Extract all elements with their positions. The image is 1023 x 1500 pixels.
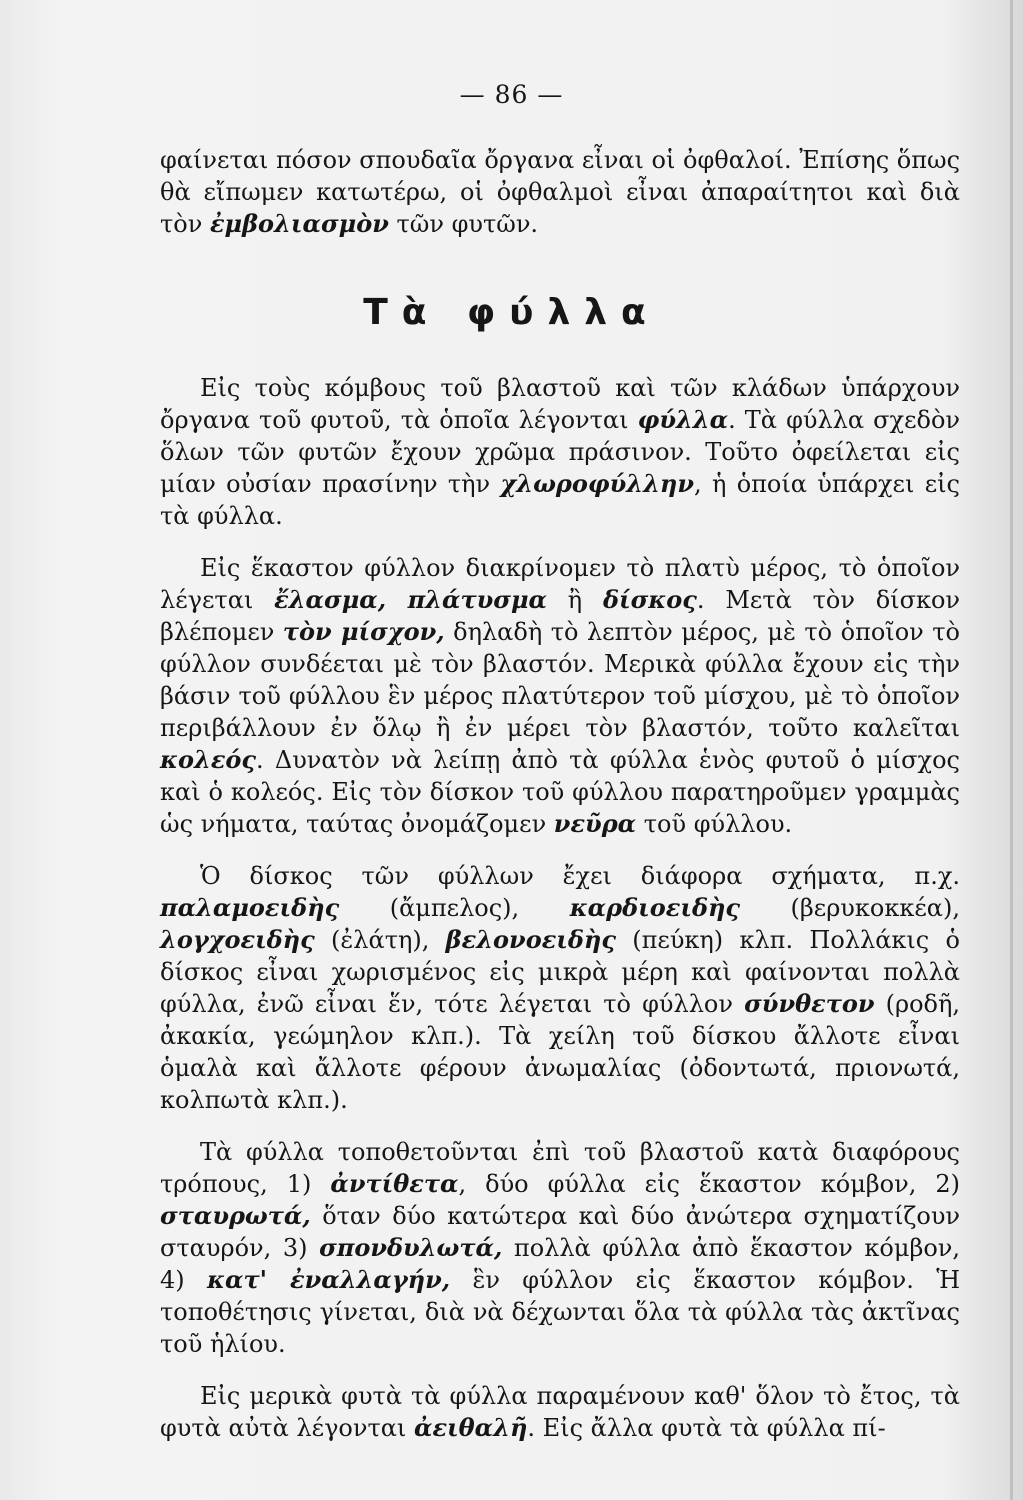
text-run: ἓν φύλλον εἰς ἕκαστον κόμβον. Ἡ τοποθέτησις γίνεται, διὰ νὰ δέχωνται ὅλα τὰ φύλλα τὰς ἀκτῖνας τοῦ ἡλίου. <box>160 1266 961 1358</box>
bold-term: κατ' ἐναλλαγήν, <box>206 1265 451 1294</box>
bold-term: νεῦρα <box>553 809 637 838</box>
page-edge-shadow <box>1010 0 1013 1500</box>
bold-term: σύνθετον <box>744 989 875 1018</box>
paragraph-leaf-arrangement <box>160 1136 960 1360</box>
bold-term: τὸν μίσχον, <box>282 617 445 646</box>
text-run: (ἄμπελος), <box>339 894 570 922</box>
text-run: Ὁ δίσκος τῶν φύλλων ἔχει διάφορα σχήματα, π.χ. <box>200 862 960 890</box>
text-run: (πεύκη) κλπ. Πολλάκις ὁ δίσκος εἶναι χωρισμένος εἰς μικρὰ μέρη καὶ φαίνονται πολλὰ φύλλα, ἐνῶ εἶναι ἕν, τότε λέγεται τὸ φύλλον <box>160 926 960 1018</box>
page-number: — 86 — <box>459 80 564 109</box>
body-text <box>160 372 960 1464</box>
bold-term: φύλλα <box>637 405 729 434</box>
bold-term: σταυρωτά, <box>160 1201 311 1230</box>
text-run: . Τὰ φύλλα σχεδὸν ὅλων τῶν φυτῶν ἔχουν χρῶμα πράσινον. Τοῦτο ὀφείλεται εἰς μίαν οὐσίαν πρασίνην τὴν <box>160 406 960 498</box>
paragraph-intro <box>160 144 960 240</box>
bold-term: ἀειθαλῆ <box>413 1413 528 1442</box>
text-run: (ροδῆ, ἀκακία, γεώμηλον κλπ.). Τὰ χείλη τοῦ δίσκου ἄλλοτε εἶναι ὁμαλὰ καὶ ἄλλοτε φέρουν ἀνωμαλίας (ὀδοντωτά, πριονωτά, κολπωτὰ κλπ.). <box>160 990 960 1114</box>
text-run: . Μετὰ τὸν δίσκον βλέπομεν <box>160 586 960 646</box>
text-run: ὅταν δύο κατώτερα καὶ δύο ἀνώτερα σχηματίζουν σταυρόν, 3) <box>160 1202 960 1262</box>
paragraph-chlorophyll <box>160 372 960 532</box>
paragraph-leaf-parts <box>160 552 960 840</box>
text-run: (βερυκοκκέα), <box>740 894 960 922</box>
bold-term: δίσκος <box>602 585 697 614</box>
bold-term: βελονοειδὴς <box>445 925 616 954</box>
bold-term: χλωροφύλλην <box>500 469 695 498</box>
text-run: . Δυνατὸν νὰ λείπῃ ἀπὸ τὰ φύλλα ἑνὸς φυτοῦ ὁ μίσχος καὶ ὁ κολεός. Εἰς τὸν δίσκον τοῦ φύλλου παρατηροῦμεν γραμμὰς ὡς νήματα, ταύτας ὀνομάζομεν <box>160 746 960 838</box>
bold-term: λογχοειδὴς <box>160 925 315 954</box>
text-run: , ἡ ὁποία ὑπάρχει εἰς τὰ φύλλα. <box>160 470 960 530</box>
text-run: φαίνεται πόσον σπουδαῖα ὄργανα εἶναι οἱ ὀφθαλοί. Ἐπίσης ὅπως θὰ εἴπωμεν κατωτέρω, οἱ ὀφθαλμοὶ εἶναι ἀπαραίτητοι καὶ διὰ τὸν <box>160 146 961 238</box>
text-run: τοῦ φύλλου. <box>636 810 793 838</box>
bold-term: παλαμοειδὴς <box>160 893 340 922</box>
text-run: τῶν φυτῶν. <box>388 210 539 238</box>
bold-term: καρδιοειδὴς <box>569 893 741 922</box>
intro-block <box>160 144 960 260</box>
paragraph-evergreen <box>160 1380 960 1444</box>
text-run: (ἐλάτη), <box>314 926 446 954</box>
text-run: δηλαδὴ τὸ λεπτὸν μέρος, μὲ τὸ ὁποῖον τὸ φύλλον συνδέεται μὲ τὸν βλαστόν. Μερικὰ φύλλα ἔχουν εἰς τὴν βάσιν τοῦ φύλλου ἓν μέρος πλατύτερον τοῦ μίσχου, μὲ τὸ ὁποῖον περιβάλλουν ἐν ὅλῳ ἢ ἐν μέρει τὸν βλαστόν, τοῦτο καλεῖται <box>160 618 961 742</box>
text-run: . Εἰς ἄλλα φυτὰ τὰ φύλλα πί- <box>527 1414 886 1442</box>
text-run: Εἰς τοὺς κόμβους τοῦ βλαστοῦ καὶ τῶν κλάδων ὑπάρχουν ὄργανα τοῦ φυτοῦ, τὰ ὁποῖα λέγονται <box>160 374 960 434</box>
bold-term: σπονδυλωτά, <box>319 1233 503 1262</box>
bold-term: ἔλασμα, πλάτυσμα <box>274 585 547 614</box>
bold-term: ἀντίθετα <box>330 1169 459 1198</box>
bold-term: κολεός <box>160 745 257 774</box>
text-run: Εἰς ἕκαστον φύλλον διακρίνομεν τὸ πλατὺ μέρος, τὸ ὁποῖον λέγεται <box>160 554 960 614</box>
section-heading: Τὰ φύλλα <box>363 292 660 333</box>
bold-term: ἐμβολιασμὸν <box>209 209 389 238</box>
paragraph-leaf-shapes <box>160 860 960 1116</box>
text-run: , δύο φύλλα εἰς ἕκαστον κόμβον, 2) <box>458 1170 960 1198</box>
text-run: πολλὰ φύλλα ἀπὸ ἕκαστον κόμβον, 4) <box>160 1234 961 1294</box>
text-run: Τὰ φύλλα τοποθετοῦνται ἐπὶ τοῦ βλαστοῦ κατὰ διαφόρους τρόπους, 1) <box>160 1138 960 1198</box>
text-run: Εἰς μερικὰ φυτὰ τὰ φύλλα παραμένουν καθ' ὅλον τὸ ἔτος, τὰ φυτὰ αὐτὰ λέγονται <box>160 1382 960 1442</box>
text-run: ἢ <box>547 586 603 614</box>
